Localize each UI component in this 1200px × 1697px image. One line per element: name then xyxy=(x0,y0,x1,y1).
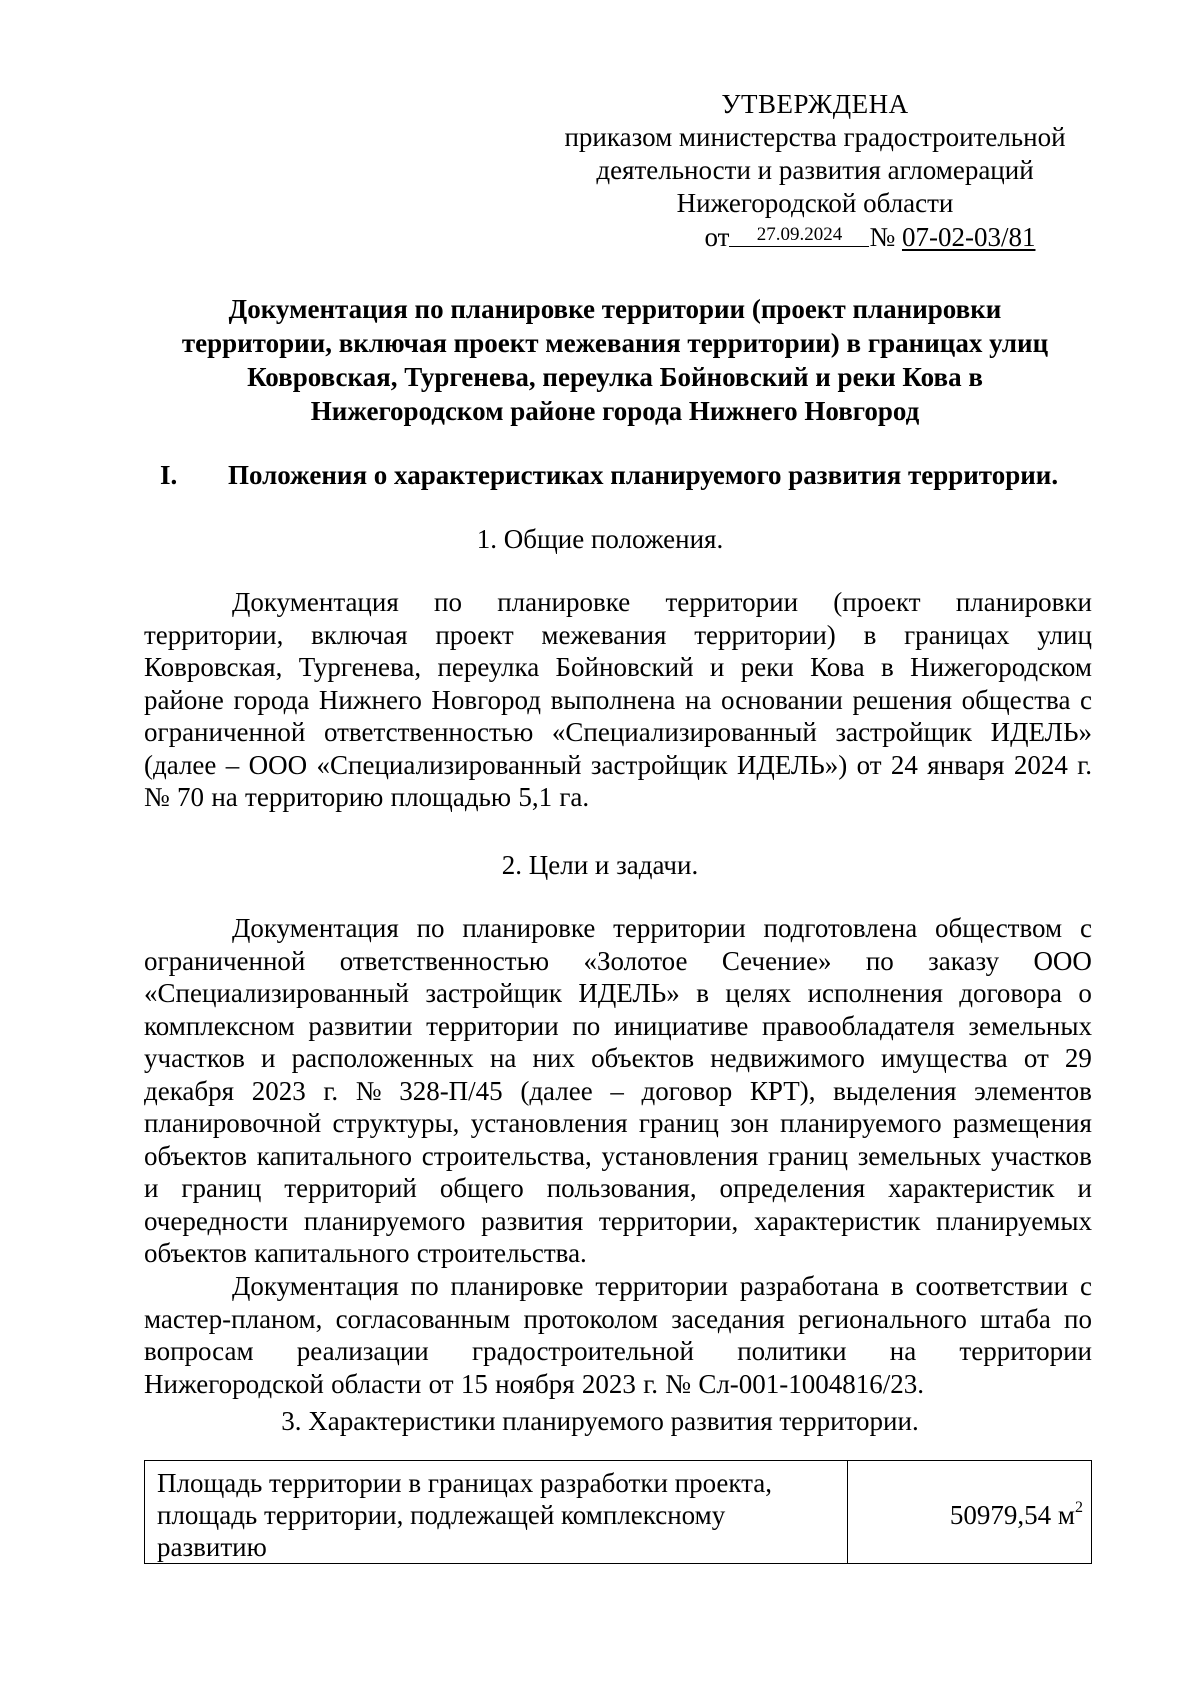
title-line-4: Нижегородском районе города Нижнего Новгород xyxy=(310,396,920,426)
date-prefix: от xyxy=(704,222,730,252)
approval-date-line xyxy=(560,221,1070,254)
paragraph-line: участков и расположенных на них объектов недвижимого имущества от 29 xyxy=(144,1043,1092,1073)
paragraph-line: и границ территорий общего пользования, определения характеристик и xyxy=(144,1173,1092,1203)
paragraph-line: очередности планируемого развития территории, характеристик планируемых xyxy=(144,1205,1092,1236)
table-label-line: площадь территории, подлежащей комплексному xyxy=(157,1500,726,1530)
approval-stamp xyxy=(560,88,1070,254)
approval-line-2: деятельности и развития агломераций xyxy=(596,155,1034,185)
table-value-cell xyxy=(848,1461,1092,1564)
table-value: 50979,54 м xyxy=(949,1500,1075,1530)
paragraph-line: мастер-планом, согласованным протоколом заседания регионального штаба по xyxy=(144,1303,1092,1334)
paragraph-line: комплексном развитии территории по инициативе правообладателя земельных xyxy=(144,1010,1092,1041)
approval-line-3: Нижегородской области xyxy=(676,188,954,218)
document-title xyxy=(150,292,1080,428)
approval-order-number: 07-02-03/81 xyxy=(901,222,1036,252)
paragraph-line: Документация по планировке территории подготовлена обществом с xyxy=(232,913,1092,943)
paragraph-line: Документация по планировке территории разработана в соответствии с xyxy=(232,1271,1092,1301)
paragraph-line: объектов капитального строительства, установления границ земельных участков xyxy=(144,1140,1092,1171)
paragraph-line: Ковровская, Тургенева, переулка Бойновский и реки Кова в Нижегородском xyxy=(144,652,1092,682)
table-row xyxy=(145,1461,1092,1564)
paragraph-line: ограниченной ответственностью «Специализированный застройщик ИДЕЛЬ» xyxy=(144,717,1092,747)
paragraph-line: Нижегородской области от 15 ноября 2023 г. № Сл-001-1004816/23. xyxy=(144,1368,925,1399)
characteristics-heading: 3. Характеристики планируемого развития территории. xyxy=(281,1406,919,1436)
paragraph-line: декабря 2023 г. № 328-П/45 (далее – договор КРТ), выделения элементов xyxy=(144,1075,1092,1106)
section-title: Положения о характеристиках планируемого развития территории. xyxy=(228,460,1059,490)
section-heading xyxy=(160,458,1090,492)
title-line-1: Документация по планировке территории (проект планировки xyxy=(228,294,1002,324)
table-label-line: Площадь территории в границах разработки проекта, xyxy=(157,1468,773,1498)
title-line-2: территории, включая проект межевания территории) в границах улиц xyxy=(181,328,1049,358)
characteristics-table xyxy=(144,1460,1092,1564)
general-paragraph xyxy=(144,586,1092,814)
approval-line-1: приказом министерства градостроительной xyxy=(564,122,1066,152)
paragraph-line: Документация по планировке территории (проект планировки xyxy=(232,587,1092,617)
table-label-line: развитию xyxy=(157,1532,267,1562)
goals-paragraph-2 xyxy=(144,1270,1092,1400)
approval-date: 27.09.2024 xyxy=(729,224,869,247)
paragraph-line: объектов капитального строительства. xyxy=(144,1238,587,1268)
paragraph-line: (далее – ООО «Специализированный застройщик ИДЕЛЬ») от 24 января 2024 г. xyxy=(144,749,1092,780)
goals-heading: 2. Цели и задачи. xyxy=(501,850,699,880)
paragraph-line: вопросам реализации градостроительной политики на территории xyxy=(144,1336,1092,1366)
section-number: I. xyxy=(160,460,178,490)
paragraph-line: № 70 на территорию площадью 5,1 га. xyxy=(144,782,590,812)
paragraph-line: районе города Нижнего Новгород выполнена на основании решения общества с xyxy=(144,684,1092,715)
table-label-cell xyxy=(145,1461,848,1564)
paragraph-line: территории, включая проект межевания территории) в границах улиц xyxy=(144,619,1092,650)
title-line-3: Ковровская, Тургенева, переулка Бойновский и реки Кова в xyxy=(247,362,983,392)
paragraph-line: планировочной структуры, установления границ зон планируемого размещения xyxy=(144,1108,1092,1138)
paragraph-line: «Специализированный застройщик ИДЕЛЬ» в целях исполнения договора о xyxy=(144,978,1092,1008)
goals-paragraph-1 xyxy=(144,912,1092,1270)
general-heading: 1. Общие положения. xyxy=(476,524,724,554)
paragraph-line: ограниченной ответственностью «Золотое Сечение» по заказу ООО xyxy=(144,945,1092,976)
number-prefix: № xyxy=(869,222,896,252)
approval-heading: УТВЕРЖДЕНА xyxy=(721,89,909,119)
table-value-unit-exponent: 2 xyxy=(1075,1499,1083,1516)
